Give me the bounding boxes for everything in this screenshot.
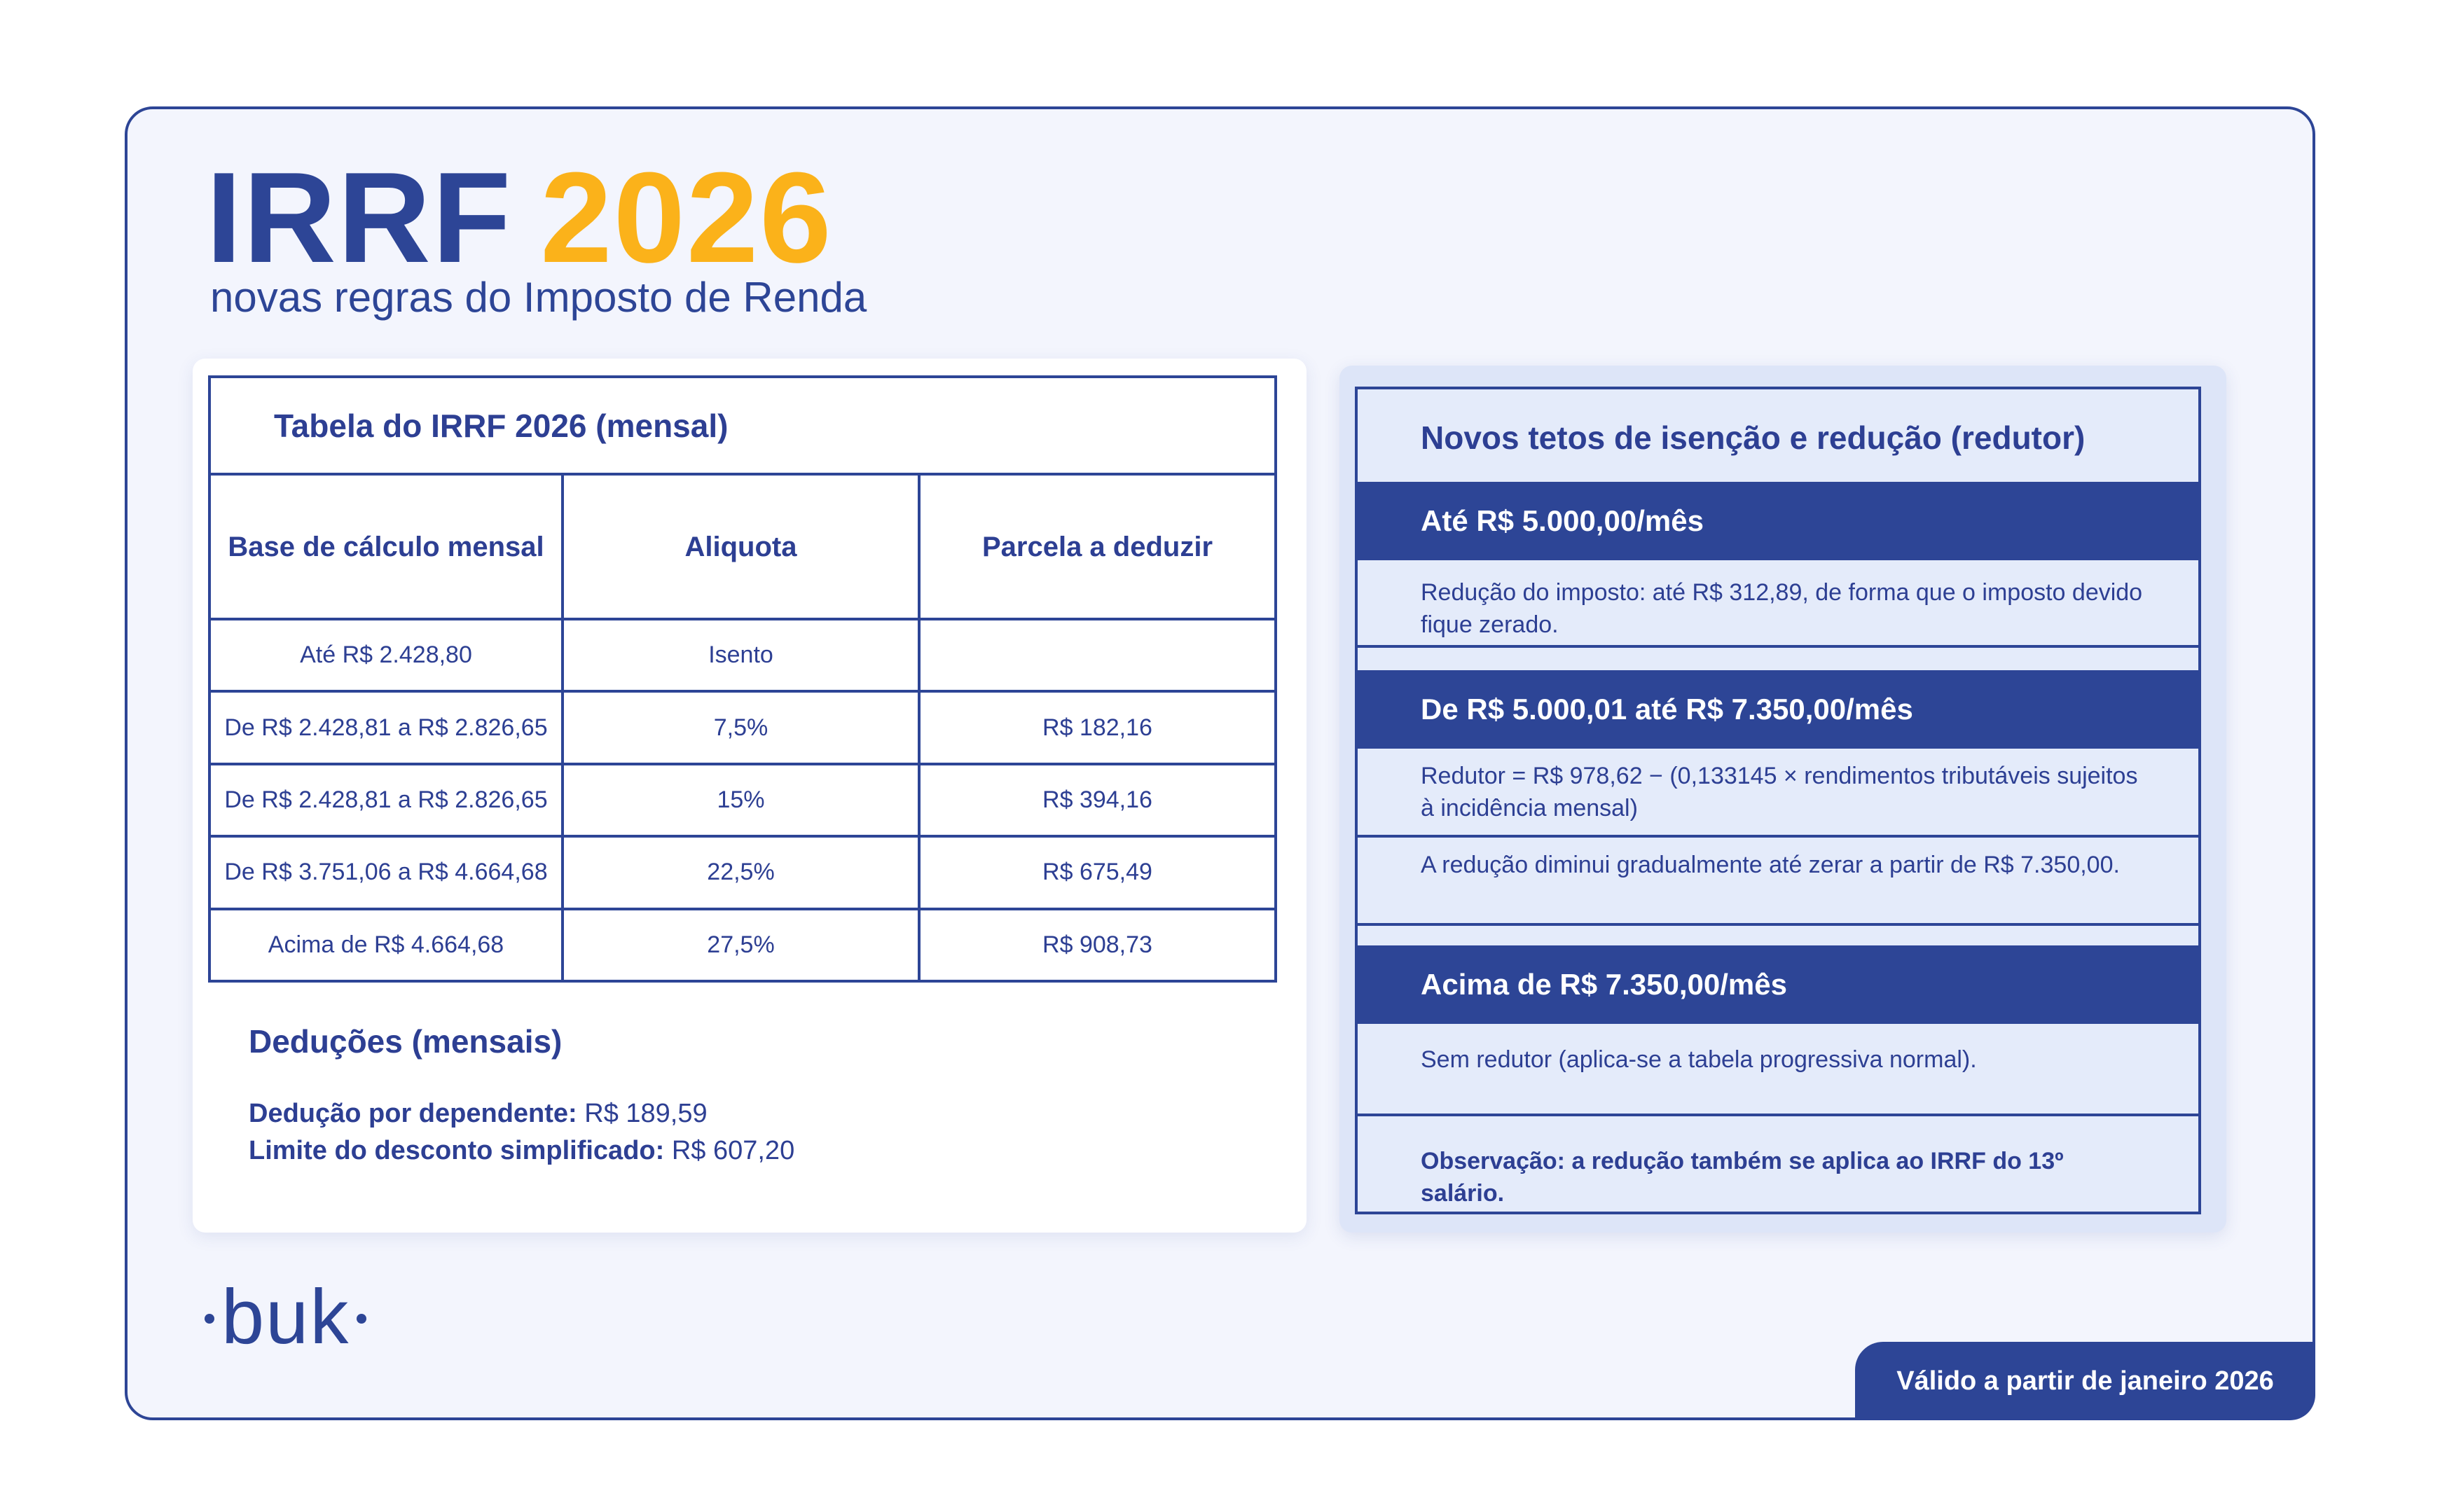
table-cell: De R$ 2.428,81 a R$ 2.826,65 bbox=[209, 691, 563, 763]
reducer-text-2: Redutor = R$ 978,62 − (0,133145 × rendimentos tributáveis sujeitos à incidência mensal) bbox=[1421, 763, 2138, 821]
deduction-simplified bbox=[249, 1136, 794, 1166]
table-row bbox=[209, 909, 1276, 981]
reducer-text-4: Sem redutor (aplica-se a tabela progressiva normal). bbox=[1421, 1046, 1977, 1073]
band-5000-to-7350: De R$ 5.000,01 até R$ 7.350,00/mês bbox=[1358, 670, 2198, 749]
table-row bbox=[209, 764, 1276, 836]
validity-badge: Válido a partir de janeiro 2026 bbox=[1855, 1342, 2315, 1420]
table-cell: De R$ 2.428,81 a R$ 2.826,65 bbox=[209, 764, 563, 836]
table-cell: R$ 908,73 bbox=[919, 909, 1276, 981]
table-row bbox=[209, 691, 1276, 763]
table-cell: Acima de R$ 4.664,68 bbox=[209, 909, 563, 981]
divider bbox=[1358, 1114, 2198, 1116]
title-main: IRRF bbox=[206, 145, 513, 289]
deduction-simplified-label: Limite do desconto simplificado: bbox=[249, 1136, 665, 1165]
reducer-panel bbox=[1339, 366, 2226, 1233]
table-caption: Tabela do IRRF 2026 (mensal) bbox=[209, 377, 1276, 474]
deduction-dependent bbox=[249, 1099, 708, 1129]
table-cell: De R$ 3.751,06 a R$ 4.664,68 bbox=[209, 836, 563, 908]
table-cell: R$ 675,49 bbox=[919, 836, 1276, 908]
divider bbox=[1358, 923, 2198, 926]
logo-dot-icon bbox=[357, 1314, 366, 1324]
table-row bbox=[209, 836, 1276, 908]
reducer-text-1: Redução do imposto: até R$ 312,89, de forma que o imposto devido fique zerado. bbox=[1421, 579, 2143, 638]
reducer-box bbox=[1355, 387, 2201, 1214]
deductions-title: Deduções (mensais) bbox=[249, 1023, 563, 1060]
reducer-text-3: A redução diminui gradualmente até zerar a partir de R$ 7.350,00. bbox=[1421, 852, 2120, 878]
irrf-table-panel bbox=[193, 359, 1307, 1233]
table-cell: Até R$ 2.428,80 bbox=[209, 619, 563, 691]
table-cell: 27,5% bbox=[563, 909, 919, 981]
irrf-table bbox=[208, 375, 1277, 983]
title-year: 2026 bbox=[540, 145, 833, 289]
table-row bbox=[209, 619, 1276, 691]
band-up-to-5000: Até R$ 5.000,00/mês bbox=[1358, 482, 2198, 560]
table-cell: R$ 182,16 bbox=[919, 691, 1276, 763]
buk-logo bbox=[198, 1274, 373, 1360]
logo-dot-icon bbox=[205, 1314, 214, 1324]
table-cell: 22,5% bbox=[563, 836, 919, 908]
reducer-title: Novos tetos de isenção e redução (redutor) bbox=[1421, 419, 2086, 456]
page-title bbox=[206, 145, 833, 289]
band-above-7350: Acima de R$ 7.350,00/mês bbox=[1358, 945, 2198, 1024]
reducer-note: Observação: a redução também se aplica ao IRRF do 13º salário. bbox=[1421, 1148, 2064, 1207]
table-cell: 15% bbox=[563, 764, 919, 836]
header-parcela: Parcela a deduzir bbox=[919, 474, 1276, 619]
table-cell: 7,5% bbox=[563, 691, 919, 763]
header-aliquota: Aliquota bbox=[563, 474, 919, 619]
table-cell: R$ 394,16 bbox=[919, 764, 1276, 836]
table-cell bbox=[919, 619, 1276, 691]
header-base: Base de cálculo mensal bbox=[209, 474, 563, 619]
divider bbox=[1358, 645, 2198, 648]
deduction-dependent-label: Dedução por dependente: bbox=[249, 1099, 577, 1128]
logo-text: buk bbox=[221, 1274, 350, 1360]
table-cell: Isento bbox=[563, 619, 919, 691]
divider bbox=[1358, 835, 2198, 838]
page-subtitle: novas regras do Imposto de Renda bbox=[210, 274, 867, 321]
deduction-simplified-value: R$ 607,20 bbox=[664, 1136, 795, 1165]
deduction-dependent-value: R$ 189,59 bbox=[577, 1099, 708, 1128]
